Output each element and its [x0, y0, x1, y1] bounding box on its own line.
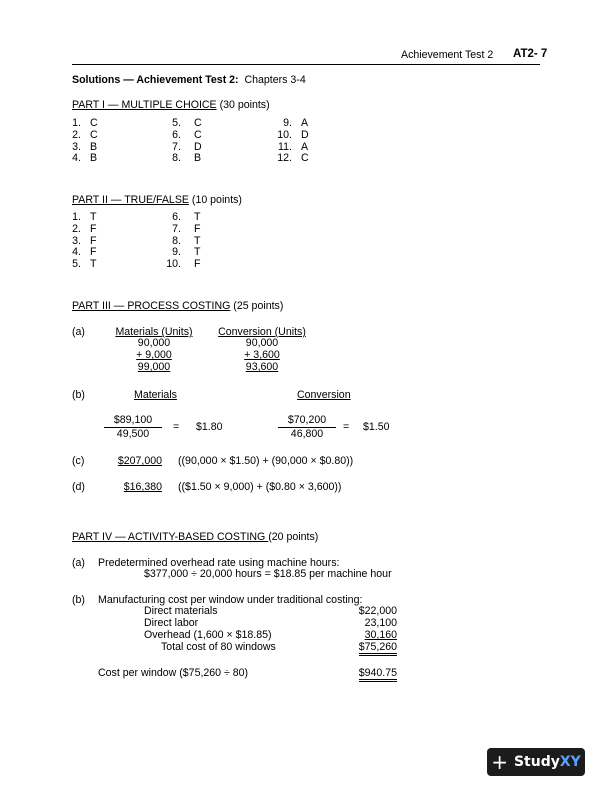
total-cost-amount: $75,260 — [359, 641, 397, 656]
tf-item-answer: F — [194, 258, 201, 271]
materials-cost-heading: Materials — [134, 389, 177, 401]
direct-labor-value: 23,100 — [364, 617, 397, 629]
conversion-units-heading: Conversion (Units) — [218, 326, 306, 338]
tf-item-answer: T — [194, 211, 201, 223]
mc-item-number: 6. — [172, 128, 181, 141]
mc-item-number: 8. — [172, 152, 181, 165]
part1-points: (30 points) — [216, 99, 270, 111]
part4-points: (20 points) — [268, 531, 319, 543]
conversion-equals: = — [343, 421, 350, 433]
tf-item-answer: T — [194, 234, 201, 247]
conversion-numerator: $70,200 — [287, 414, 327, 426]
brand-name: Study — [513, 753, 560, 770]
title-bold: Solutions — Achievement Test 2: — [72, 74, 239, 86]
part4-heading-text: PART IV — ACTIVITY-BASED COSTING — [72, 531, 269, 543]
part4-a-text: Predetermined overhead rate using machine hours: — [98, 557, 340, 569]
part4-b-label: (b) — [72, 594, 85, 606]
title-chapters: Chapters 3-4 — [244, 74, 306, 86]
conversion-units-1: 90,000 — [245, 337, 279, 349]
part1-heading — [72, 100, 270, 111]
part2-points: (10 points) — [188, 194, 242, 206]
mc-item-answer: D — [301, 128, 309, 141]
cost-per-window-value — [330, 668, 397, 679]
tf-item-number: 1. — [72, 211, 81, 223]
overhead-value: 30,160 — [364, 629, 397, 641]
tf-item-answer: F — [194, 222, 201, 235]
tf-item-answer: F — [90, 222, 97, 235]
mc-item-number: 12. — [277, 152, 292, 165]
part3-heading-text: PART III — PROCESS COSTING — [72, 300, 231, 312]
total-cost-value — [330, 642, 397, 653]
page-number: AT2- 7 — [513, 48, 548, 60]
mc-item-answer: C — [90, 117, 98, 129]
direct-materials-value: $22,000 — [358, 605, 397, 617]
mc-item-number: 1. — [72, 117, 81, 129]
mc-item-number: 3. — [72, 140, 81, 153]
mc-item-number: 2. — [72, 128, 81, 141]
tf-item-answer: T — [90, 211, 97, 223]
materials-equals: = — [173, 421, 180, 433]
part3-heading — [72, 301, 283, 312]
part3-c-label: (c) — [72, 455, 85, 467]
total-cost-label: Total cost of 80 windows — [161, 641, 276, 653]
tf-item-number: 6. — [172, 211, 181, 223]
conversion-units-2: + 3,600 — [244, 349, 280, 361]
tf-item-answer: T — [194, 246, 201, 259]
overhead-label: Overhead (1,600 × $18.85) — [144, 629, 272, 641]
materials-units-3: 99,000 — [137, 361, 171, 373]
part4-a-label: (a) — [72, 557, 85, 569]
part4-a-calc: $377,000 ÷ 20,000 hours = $18.85 per machine hour — [144, 568, 392, 580]
mc-item-number: 10. — [277, 128, 292, 141]
tf-item-number: 10. — [166, 258, 181, 271]
page-title — [72, 75, 306, 86]
mc-item-answer: A — [301, 140, 309, 153]
tf-item-number: 7. — [172, 222, 181, 235]
mc-item-answer: C — [194, 117, 202, 129]
mc-item-answer: B — [194, 152, 202, 165]
materials-units-2: + 9,000 — [136, 349, 172, 361]
plus-icon: + — [491, 750, 508, 774]
mc-item-answer: C — [194, 128, 202, 141]
tf-item-answer: T — [90, 258, 97, 271]
mc-item-number: 11. — [278, 140, 292, 153]
part3-d-label: (d) — [72, 481, 85, 493]
direct-materials-label: Direct materials — [144, 605, 218, 617]
materials-units-1: 90,000 — [137, 337, 171, 349]
mc-item-answer: C — [301, 152, 309, 165]
part4-heading — [72, 532, 318, 543]
part3-a-label: (a) — [72, 326, 85, 338]
part3-c-calc: ((90,000 × $1.50) + (90,000 × $0.80)) — [178, 455, 354, 467]
part3-c-value: $207,000 — [117, 455, 162, 467]
mc-item-answer: A — [301, 117, 309, 129]
mc-item-number: 4. — [72, 152, 81, 165]
materials-rate: $1.80 — [196, 421, 223, 433]
part3-points: (25 points) — [230, 300, 284, 312]
conversion-rate: $1.50 — [363, 421, 390, 433]
running-header: Achievement Test 2 — [401, 49, 494, 61]
materials-numerator: $89,100 — [113, 414, 153, 426]
tf-item-number: 2. — [72, 222, 81, 235]
conversion-cost-heading: Conversion — [297, 389, 351, 401]
header-rule — [72, 64, 540, 65]
part3-b-label: (b) — [72, 389, 85, 401]
mc-item-answer: B — [90, 140, 98, 153]
tf-item-number: 5. — [72, 258, 81, 271]
studyxy-logo — [487, 748, 585, 776]
materials-units-heading: Materials (Units) — [115, 326, 193, 338]
tf-item-answer: F — [90, 234, 97, 247]
cost-per-window-amount: $940.75 — [359, 667, 397, 682]
mc-item-number: 7. — [172, 140, 181, 153]
direct-labor-label: Direct labor — [144, 617, 199, 629]
mc-item-answer: D — [194, 140, 202, 153]
tf-item-number: 3. — [72, 234, 81, 247]
tf-item-number: 8. — [172, 234, 181, 247]
part3-d-value: $16,380 — [123, 481, 162, 493]
part2-heading-text: PART II — TRUE/FALSE — [72, 194, 189, 206]
conversion-units-3: 93,600 — [245, 361, 279, 373]
part3-d-calc: (($1.50 × 9,000) + ($0.80 × 3,600)) — [178, 481, 342, 493]
part1-heading-text: PART I — MULTIPLE CHOICE — [72, 99, 217, 111]
mc-item-answer: C — [90, 128, 98, 141]
tf-item-answer: F — [90, 246, 97, 259]
mc-item-number: 5. — [172, 117, 181, 129]
brand-suffix: XY — [559, 753, 581, 770]
cost-per-window-label: Cost per window ($75,260 ÷ 80) — [98, 667, 249, 679]
part4-b-text: Manufacturing cost per window under traditional costing: — [98, 594, 363, 606]
tf-item-number: 4. — [72, 246, 81, 259]
mc-item-answer: B — [90, 152, 98, 165]
mc-item-number: 9. — [283, 117, 292, 129]
tf-item-number: 9. — [172, 246, 181, 259]
conversion-denominator: 46,800 — [290, 428, 324, 440]
part2-heading — [72, 195, 242, 206]
materials-denominator: 49,500 — [116, 428, 150, 440]
